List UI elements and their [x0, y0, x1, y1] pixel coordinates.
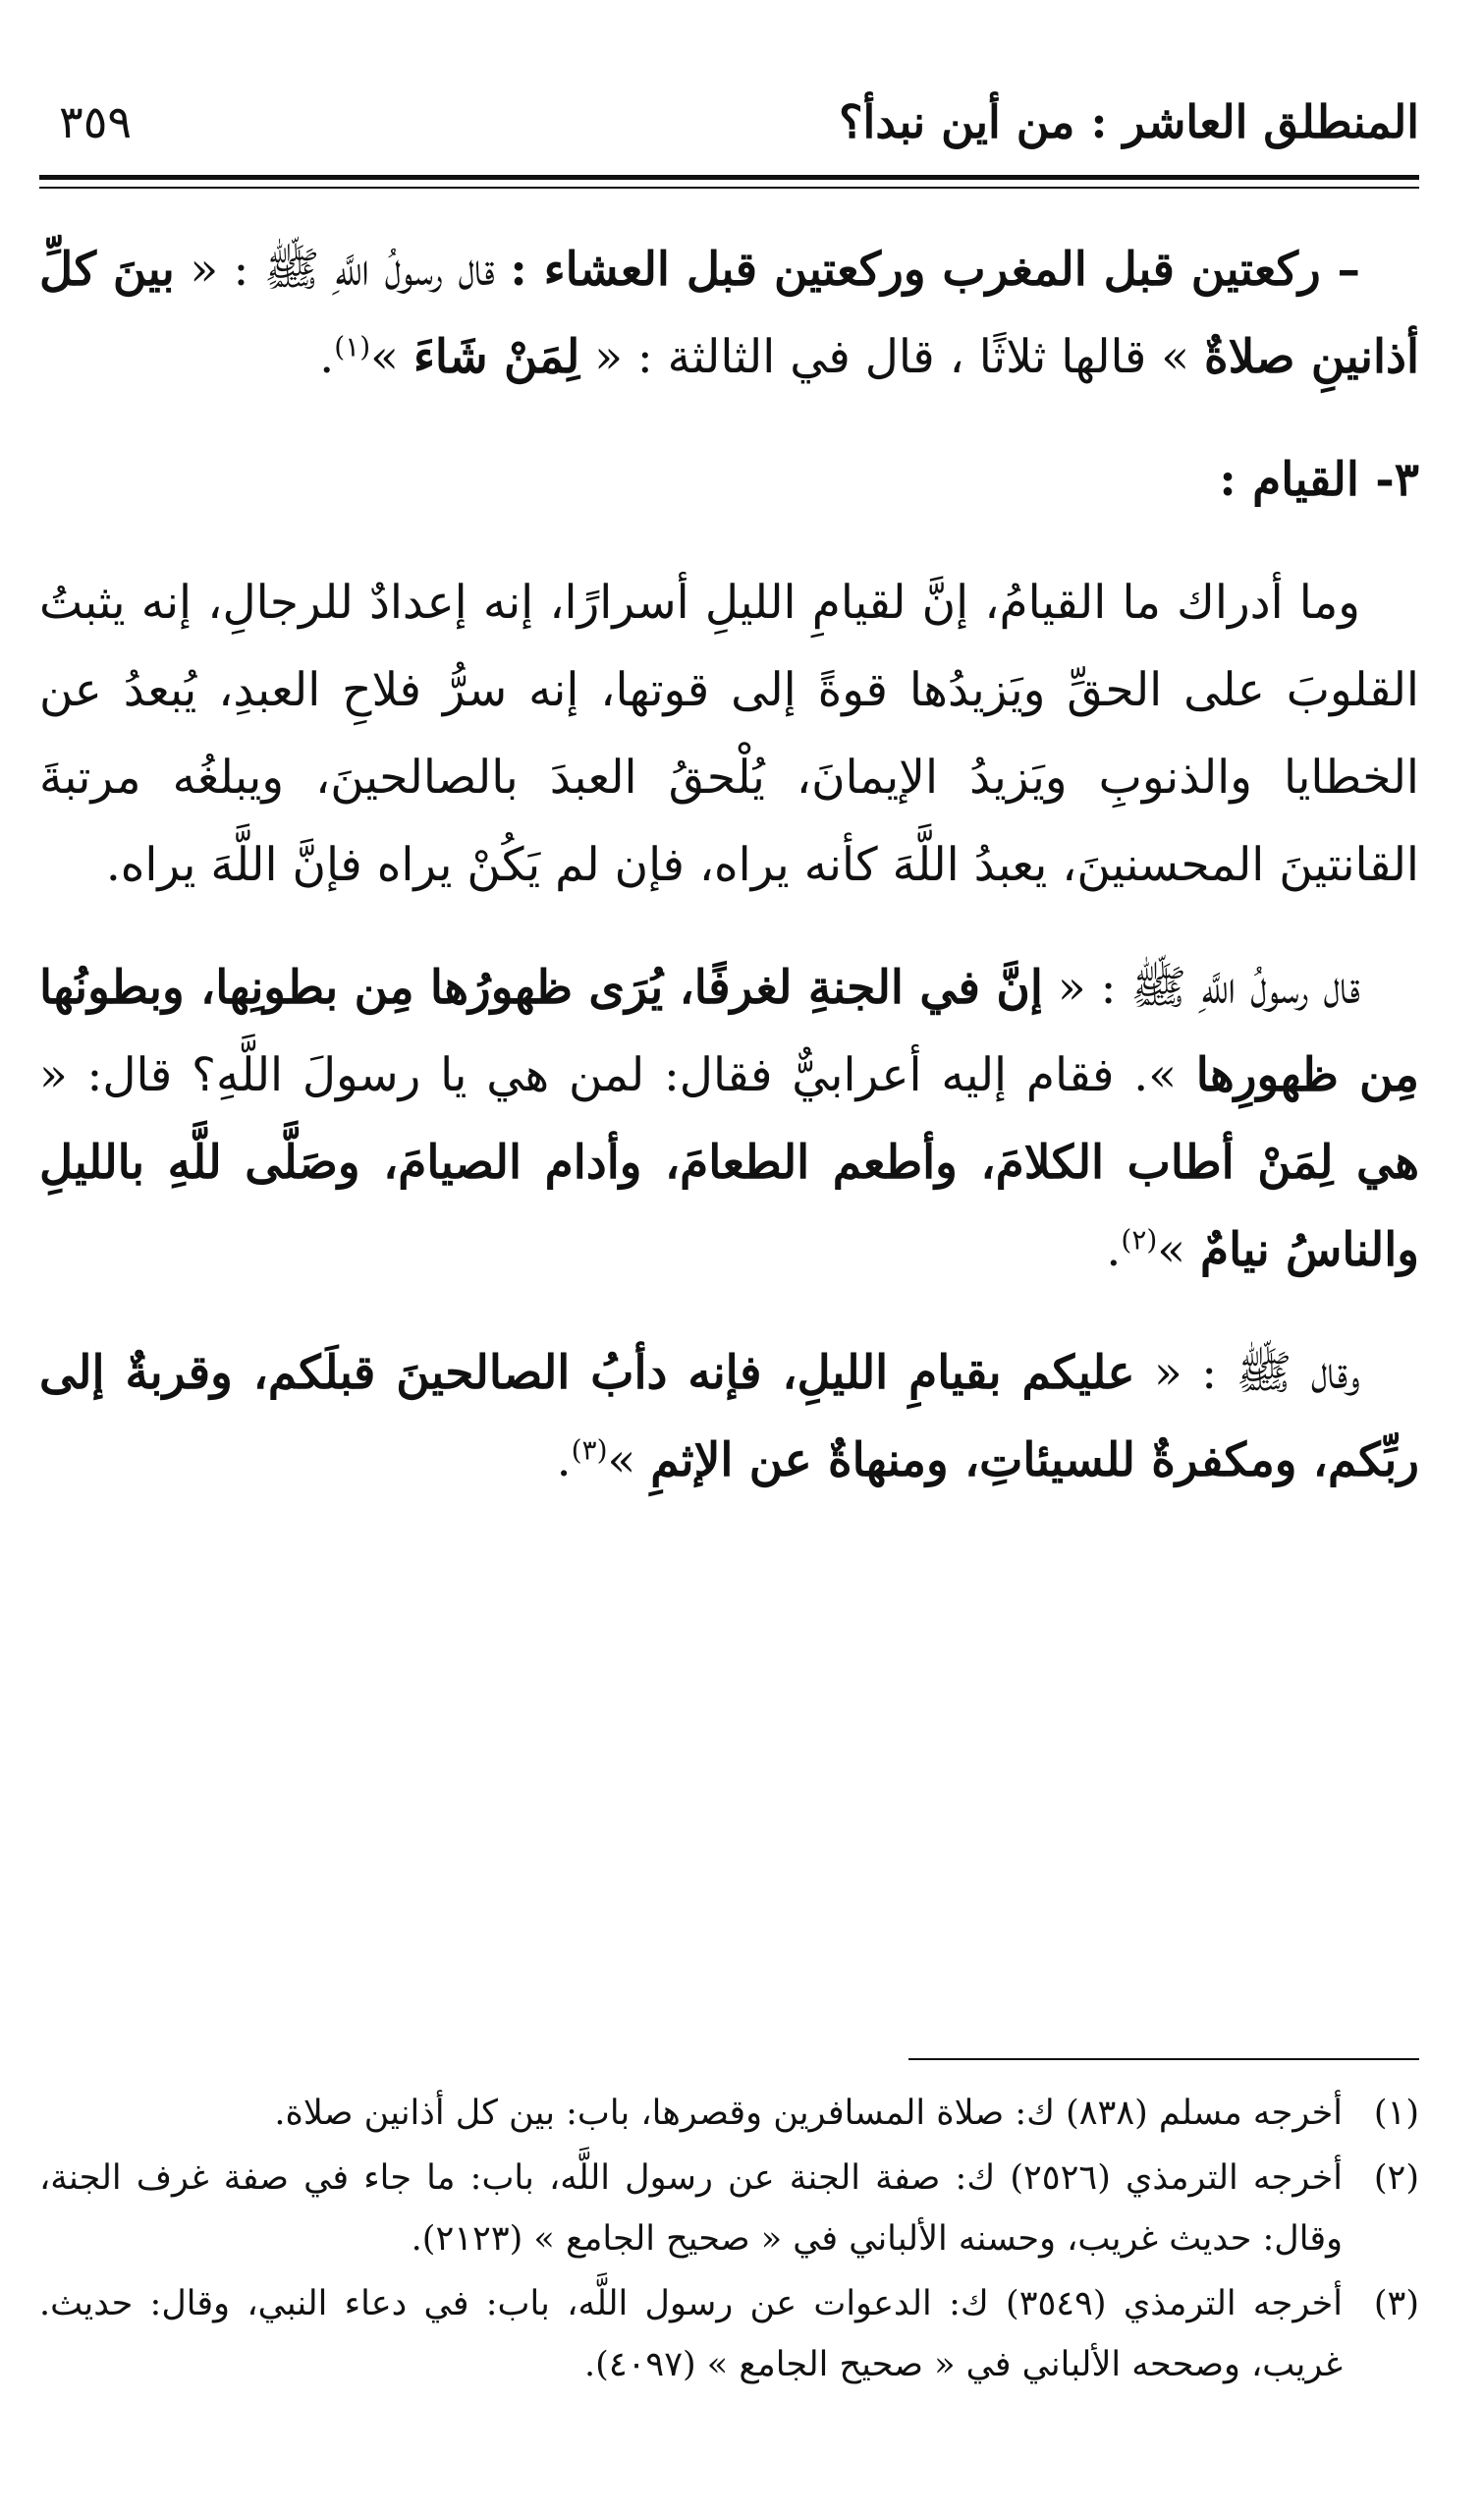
bold-lead: – ركعتين قبل المغرب وركعتين قبل العشاء : — [510, 243, 1361, 297]
footnote-number: (٢) — [1373, 2158, 1419, 2198]
footnote-number: (١) — [1373, 2094, 1419, 2133]
hadith-quote: عليكم بقيامِ الليلِ، فإنه دأبُ الصالحينَ قبلَكم، وقربةٌ إلى ربِّكم، ومكفرةٌ للسيئاتِ، ومنهاةٌ عن الإثمِ — [39, 1346, 1419, 1487]
footnote-text: أخرجه مسلم (٨٣٨) ك: صلاة المسافرين وقصرها، باب: بين كل أذانين صلاة. — [274, 2094, 1343, 2133]
footnotes — [39, 2083, 1419, 2399]
paragraph-prayer-before-maghrib: – ركعتين قبل المغرب وركعتين قبل العشاء : قال رسولُ اللَّهِ ﷺ : « بينَ كلِّ أذانينِ صلاةٌ » قالها ثلاثًا ، قال في الثالثة : « لِمَنْ شَاءَ »$^{(١)}$. — [39, 243, 1419, 384]
footnote-separator — [908, 2058, 1419, 2060]
paragraph-hadith-ghuraf: قال رسولُ اللَّهِ ﷺ : « إنَّ في الجنةِ لغرفًا، يُرَى ظهورُها مِن بطونِها، وبطونُها مِن ظهورِها ». فقام إليه أعرابيٌّ فقال: لمن هي يا رسولَ اللَّهِ؟ قال: « هي لِمَنْ أطاب الكلامَ، وأطعم الطعامَ، وأدام الصيامَ، وصَلَّى للَّهِ بالليلِ والناسُ نيامٌ »$^{(٢)}$. — [39, 961, 1419, 1277]
footnote — [39, 2148, 1419, 2269]
header-rule-thick — [39, 175, 1419, 180]
hadith-quote: لِمَنْ شَاءَ — [412, 330, 580, 384]
running-header — [39, 86, 1419, 157]
book-page — [39, 59, 1419, 2486]
chapter-title: المنطلق العاشر : من أين نبدأ؟ — [839, 95, 1419, 148]
footnote-text: أخرجه الترمذي (٣٥٤٩) ك: الدعوات عن رسول اللَّه، باب: في دعاء النبي، وقال: حديث. غريب، وصححه الألباني في « صحيح الجامع » (٤٠٩٧). — [39, 2284, 1343, 2384]
footnote-ref: (٢) — [1121, 1223, 1158, 1257]
footnote-number: (٣) — [1373, 2284, 1419, 2323]
header-rule-thin — [39, 187, 1419, 189]
section-heading: ٣- القيام : — [1219, 453, 1419, 507]
footnote — [39, 2083, 1419, 2144]
footnote-ref: (١) — [334, 330, 371, 363]
footnote-ref: (٣) — [571, 1433, 608, 1467]
main-text — [39, 226, 1419, 1539]
footnote — [39, 2273, 1419, 2395]
paragraph-hadith-qiyam: وقال ﷺ : « عليكم بقيامِ الليلِ، فإنه دأبُ الصالحينَ قبلَكم، وقربةٌ إلى ربِّكم، ومكفرةٌ للسيئاتِ، ومنهاةٌ عن الإثمِ »$^{(٣)}$. — [39, 1346, 1419, 1487]
page-number: ٣٥٩ — [59, 95, 133, 148]
hadith-quote: هي لِمَنْ أطاب الكلامَ، وأطعم الطعامَ، وأدام الصيامَ، وصَلَّى للَّهِ بالليلِ والناسُ نيامٌ — [39, 1136, 1419, 1277]
footnote-text: أخرجه الترمذي (٢٥٢٦) ك: صفة الجنة عن رسول اللَّه، باب: ما جاء في صفة غرف الجنة، وقال: حديث غريب، وحسنه الألباني في « صحيح الجامع » (٢١٢٣). — [39, 2158, 1343, 2259]
hadith-quote: بينَ كلِّ أذانينِ صلاةٌ — [39, 243, 1419, 384]
hadith-quote: إنَّ في الجنةِ لغرفًا، يُرَى ظهورُها مِن بطونِها، وبطونُها مِن ظهورِها — [39, 961, 1419, 1102]
paragraph-night-prayer: وما أدراك ما القيامُ، إنَّ لقيامِ الليلِ أسرارًا، إنه إعدادٌ للرجالِ، إنه يثبتُ القلوبَ على الحقِّ ويَزيدُها قوةً إلى قوتها، إنه سرُّ فلاحِ العبدِ، يُبعدُ عن الخطايا والذنوبِ ويَزيدُ الإيمانَ، يُلْحقُ العبدَ بالصالحينَ، ويبلغُه مرتبةَ القانتينَ المحسنينَ، يعبدُ اللَّهَ كأنه يراه، فإن لم يَكُنْ يراه فإنَّ اللَّهَ يراه. — [39, 576, 1419, 892]
